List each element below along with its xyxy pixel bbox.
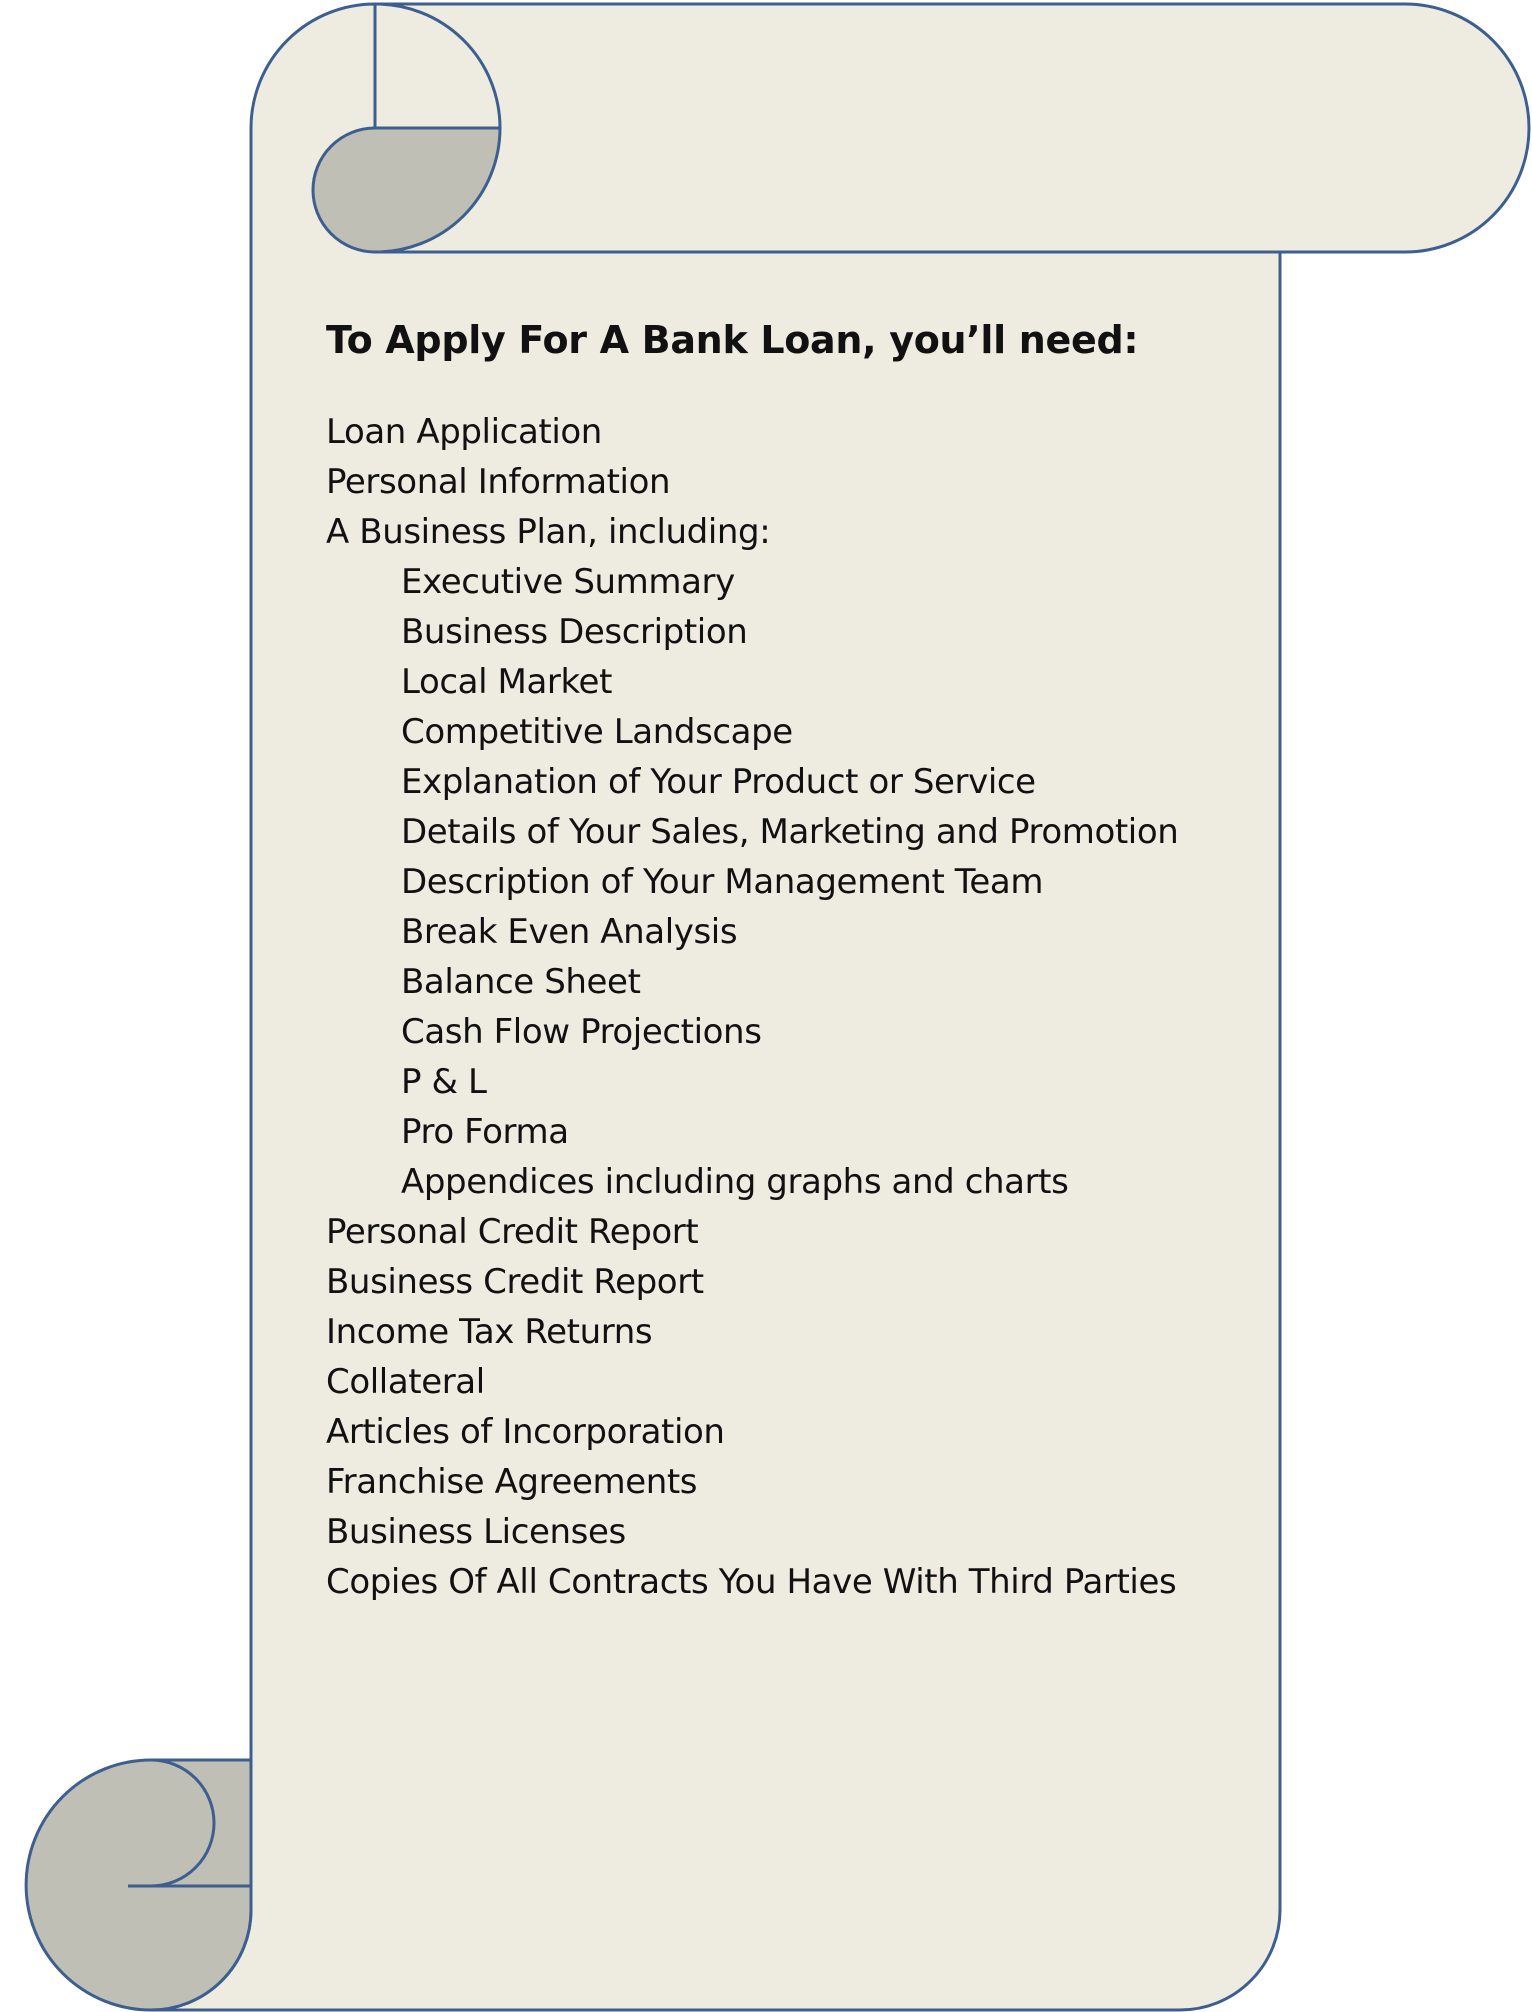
requirement-item: Collateral	[326, 1362, 485, 1402]
business-plan-subitem: Local Market	[401, 662, 613, 702]
business-plan-subitem: Executive Summary	[401, 562, 735, 602]
requirements-list	[326, 407, 1226, 1607]
requirement-item: Articles of Incorporation	[326, 1412, 725, 1452]
business-plan-subitem: Break Even Analysis	[401, 912, 738, 952]
requirement-item: Personal Information	[326, 462, 671, 502]
business-plan-subitem: P & L	[401, 1062, 487, 1102]
requirement-item: Personal Credit Report	[326, 1212, 699, 1252]
scroll-top-roll	[375, 4, 1529, 252]
requirement-item: A Business Plan, including:	[326, 512, 771, 552]
requirement-item: Franchise Agreements	[326, 1462, 698, 1502]
business-plan-subitem: Description of Your Management Team	[401, 862, 1044, 902]
business-plan-subitem: Balance Sheet	[401, 962, 641, 1002]
business-plan-subitem: Cash Flow Projections	[401, 1012, 762, 1052]
business-plan-subitem: Pro Forma	[401, 1112, 569, 1152]
requirement-item: Loan Application	[326, 412, 602, 452]
business-plan-subitem: Business Description	[401, 612, 748, 652]
requirement-item: Copies Of All Contracts You Have With Third Parties	[326, 1562, 1177, 1602]
business-plan-subitem: Competitive Landscape	[401, 712, 793, 752]
scroll-content	[326, 315, 1226, 1607]
requirement-item: Business Licenses	[326, 1512, 626, 1552]
business-plan-subitem: Explanation of Your Product or Service	[401, 762, 1036, 802]
requirement-item: Business Credit Report	[326, 1262, 704, 1302]
business-plan-subitem: Appendices including graphs and charts	[401, 1162, 1069, 1202]
requirement-item: Income Tax Returns	[326, 1312, 653, 1352]
document-title: To Apply For A Bank Loan, you’ll need:	[326, 318, 1139, 362]
business-plan-subitem: Details of Your Sales, Marketing and Promotion	[401, 812, 1179, 852]
